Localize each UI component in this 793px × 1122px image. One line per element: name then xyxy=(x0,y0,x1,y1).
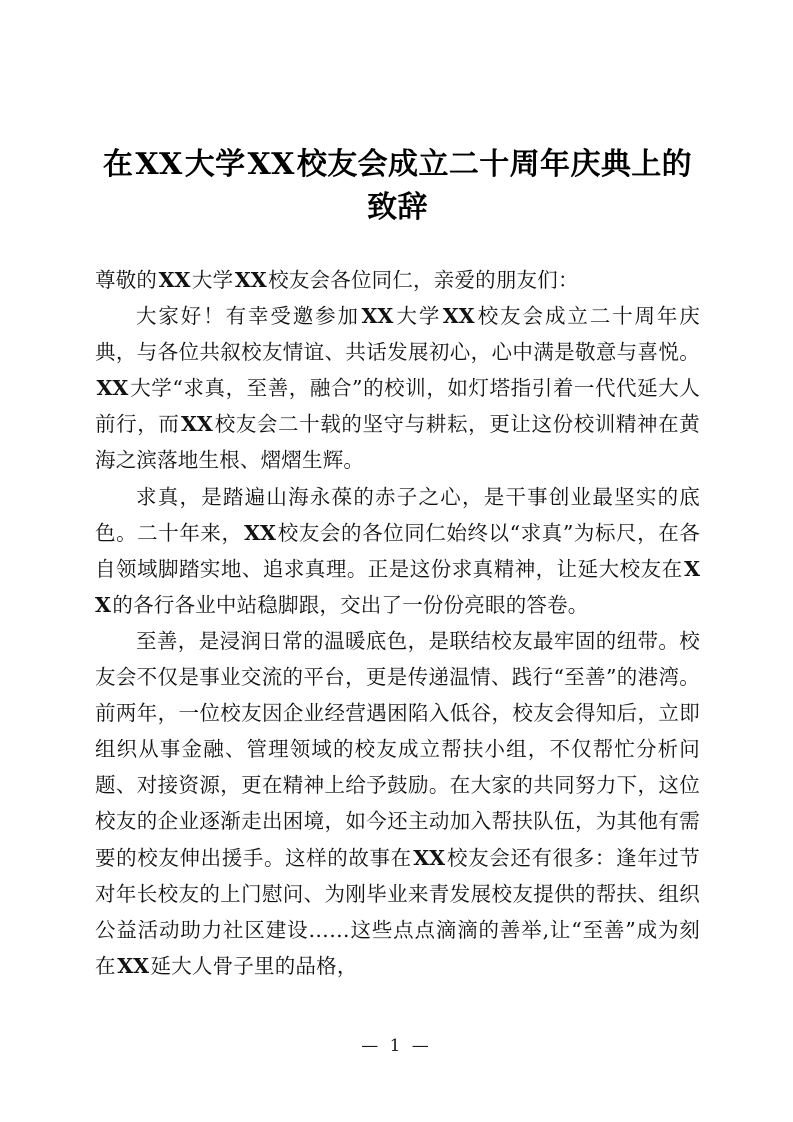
latin-placeholder: XX xyxy=(158,268,191,292)
page-number: — 1 — xyxy=(361,1036,432,1056)
latin-placeholder: XX xyxy=(442,304,475,329)
latin-placeholder: XX xyxy=(247,147,295,182)
paragraph-salutation: 尊敬的XX大学XX校友会各位同仁，亲爱的朋友们： xyxy=(95,268,579,292)
latin-placeholder: XX xyxy=(96,376,129,401)
latin-placeholder: XX xyxy=(180,412,213,437)
page-title xyxy=(95,143,700,229)
page-footer xyxy=(0,1036,793,1056)
latin-placeholder: XX xyxy=(95,556,700,617)
latin-placeholder: XX xyxy=(413,845,446,870)
paragraph-opening: 大家好！有幸受邀参加XX大学XX校友会成立二十周年庆典，与各位共叙校友情谊、共话发展初心，心中满是敬意与喜悦。XX大学“求真，至善，融合”的校训，如灯塔指引着一代代延大人前行，而XX校友会二十载的坚守与耕耘，更让这份校训精神在黄海之滨落地生根、熠熠生辉。 xyxy=(95,304,701,473)
latin-placeholder: XX xyxy=(117,953,150,978)
page-title-text: 在XX大学XX校友会成立二十周年庆典上的致辞 xyxy=(102,147,693,225)
latin-placeholder: XX xyxy=(361,304,394,329)
paragraph-qiuzhen: 求真，是踏遍山海永葆的赤子之心，是干事创业最坚实的底色。二十年来，XX校友会的各位同仁始终以“求真”为标尺，在各自领域脚踏实地、追求真理。正是这份求真精神，让延大校友在XX的各行各业中站稳脚跟，交出了一份份亮眼的答卷。 xyxy=(95,484,700,617)
latin-placeholder: XX xyxy=(135,147,183,182)
latin-placeholder: XX xyxy=(244,520,276,545)
document-body xyxy=(95,262,700,984)
latin-placeholder: XX xyxy=(234,268,267,292)
paragraph-zhishan: 至善，是浸润日常的温暖底色，是联结校友最牢固的纽带。校友会不仅是事业交流的平台，更是传递温情、践行“至善”的港湾。前两年，一位校友因企业经营遇困陷入低谷，校友会得知后，立即组织从事金融、管理领域的校友成立帮扶小组，不仅帮忙分析问题、对接资源，更在精神上给予鼓励。在大家的共同努力下，这位校友的企业逐渐走出困境，如今还主动加入帮扶队伍，为其他有需要的校友伸出援手。这样的故事在XX校友会还有很多：逢年过节对年长校友的上门慰问、为刚毕业来青发展校友提供的帮扶、组织公益活动助力社区建设……这些点点滴滴的善举,让“至善”成为刻在XX延大人骨子里的品格， xyxy=(95,628,701,978)
